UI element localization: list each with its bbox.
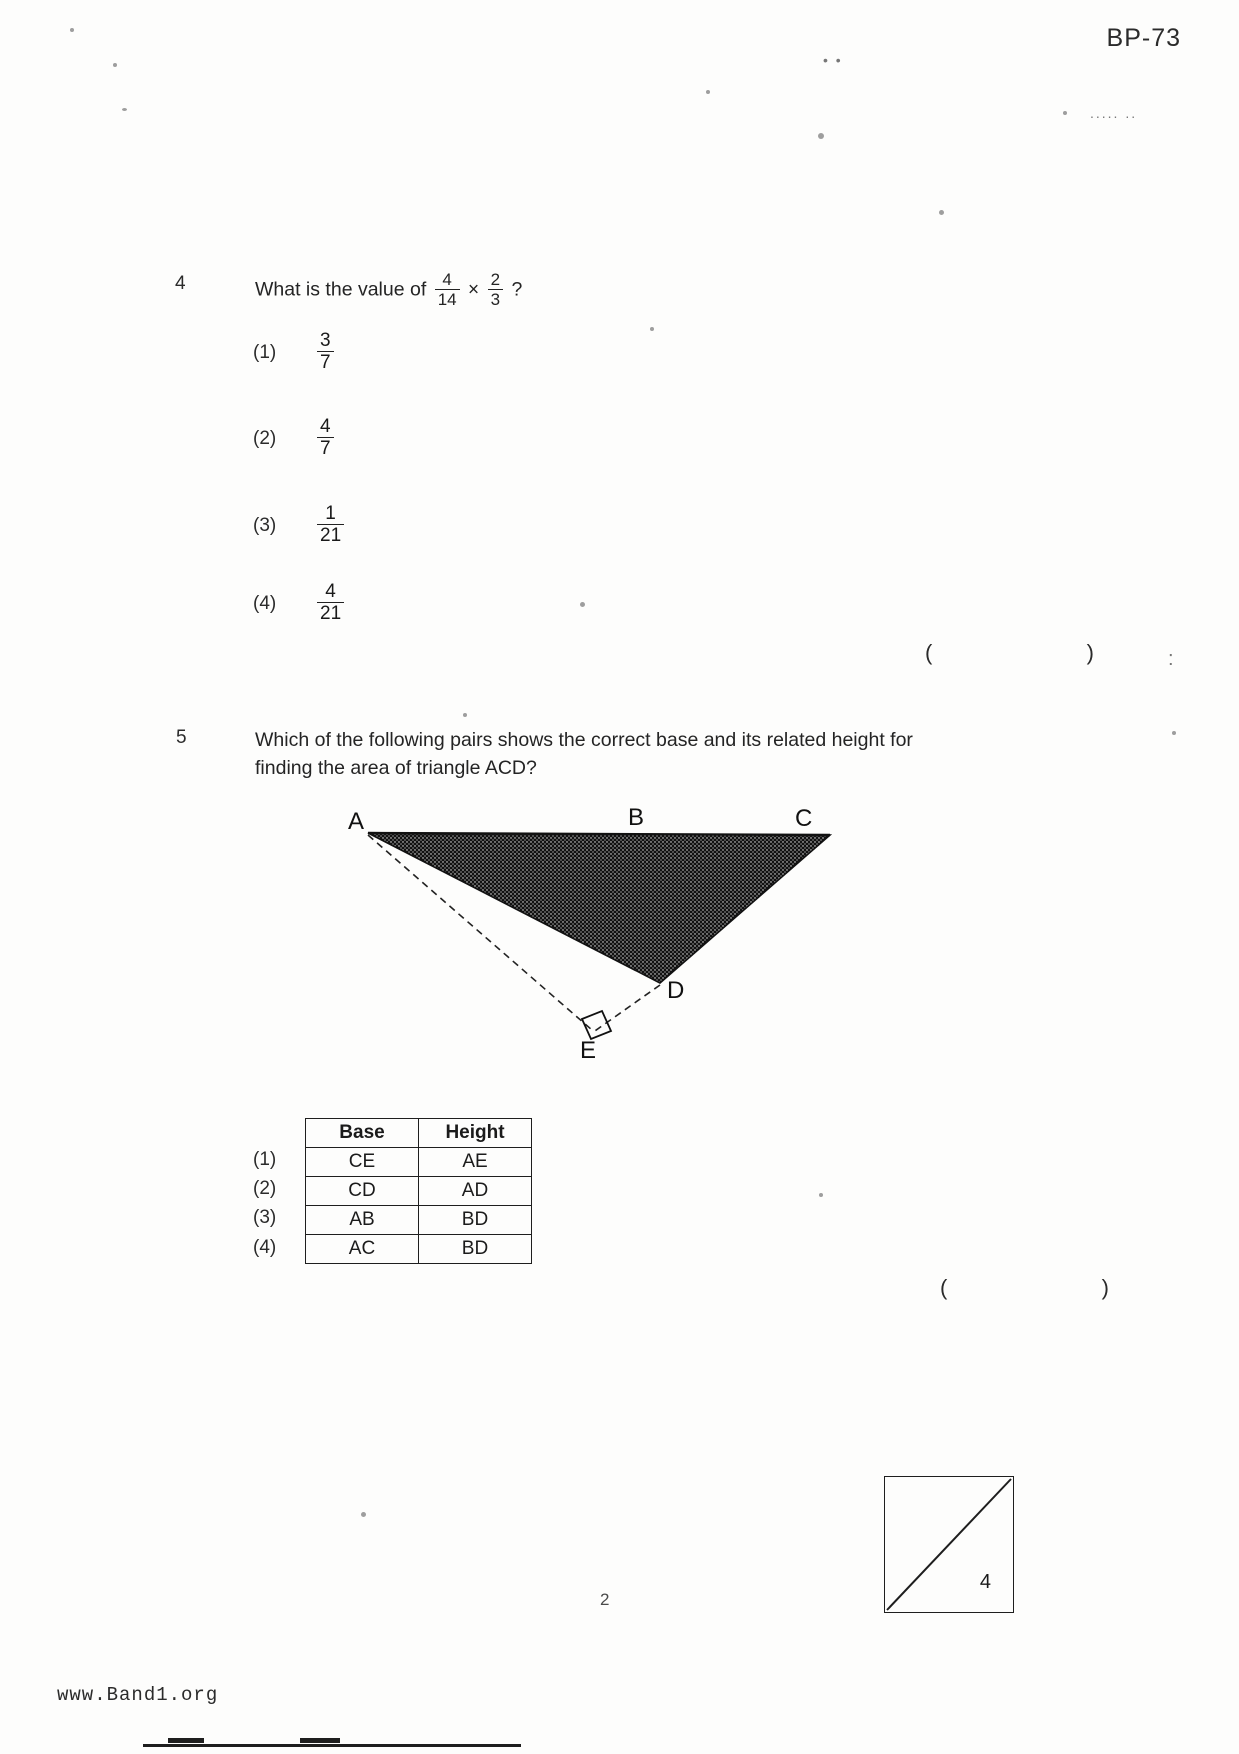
question-5-text bbox=[255, 726, 1015, 783]
page-number: 2 bbox=[600, 1590, 610, 1609]
option-row-3[interactable] bbox=[253, 505, 347, 546]
question-4-text bbox=[255, 272, 955, 309]
column-header-height: Height bbox=[419, 1119, 532, 1148]
base-height-table bbox=[305, 1118, 532, 1264]
fraction-denominator: 7 bbox=[317, 437, 334, 458]
option-label: (3) bbox=[253, 1207, 277, 1229]
footer-rule bbox=[143, 1744, 521, 1747]
scan-smudge: : bbox=[1168, 648, 1176, 670]
scan-speck bbox=[122, 108, 127, 111]
question-4-fraction-1 bbox=[435, 271, 460, 308]
option-label: (4) bbox=[253, 592, 277, 614]
scan-speck bbox=[1172, 731, 1176, 735]
fraction-numerator: 4 bbox=[442, 270, 452, 289]
question-5-line-1: Which of the following pairs shows the correct base and its related height for bbox=[255, 729, 913, 751]
table-option-labels bbox=[253, 1145, 276, 1262]
option-label: (2) bbox=[253, 1178, 277, 1200]
scan-speck bbox=[706, 90, 710, 94]
triangle-svg bbox=[330, 805, 890, 1060]
option-row-2[interactable] bbox=[253, 418, 337, 459]
question-4-suffix: ? bbox=[511, 278, 523, 301]
cell-height: AD bbox=[419, 1177, 532, 1206]
fraction-numerator: 4 bbox=[325, 581, 336, 602]
cell-base: AC bbox=[306, 1235, 419, 1264]
question-4-stem: What is the value of bbox=[255, 278, 427, 301]
option-label: (3) bbox=[253, 514, 277, 536]
scan-speck bbox=[361, 1512, 366, 1517]
option-value-fraction bbox=[317, 331, 334, 372]
corner-diagonal-line bbox=[885, 1477, 1013, 1612]
vertex-label-E: E bbox=[580, 1037, 597, 1064]
vertex-label-A: A bbox=[348, 808, 365, 835]
table-row[interactable] bbox=[306, 1177, 532, 1206]
option-row-1[interactable] bbox=[253, 332, 337, 373]
question-4-answer-box[interactable]: ( ) bbox=[925, 640, 1128, 665]
scan-speck bbox=[1063, 111, 1067, 115]
scan-speck bbox=[939, 210, 944, 215]
option-label: (1) bbox=[253, 1149, 277, 1170]
footer-mark-left bbox=[168, 1738, 204, 1743]
cell-base: CD bbox=[306, 1177, 419, 1206]
option-value-fraction bbox=[317, 417, 334, 458]
option-row-4[interactable] bbox=[253, 583, 347, 624]
scan-speck bbox=[113, 63, 117, 67]
question-4-fraction-2 bbox=[488, 271, 503, 308]
scan-smudge: ..... .. bbox=[1090, 105, 1138, 121]
question-5-number: 5 bbox=[176, 727, 187, 748]
vertex-label-C: C bbox=[795, 805, 813, 832]
paper-code: BP-73 bbox=[1106, 24, 1181, 52]
cell-height: AE bbox=[419, 1148, 532, 1177]
column-header-base: Base bbox=[306, 1119, 419, 1148]
cell-base: CE bbox=[306, 1148, 419, 1177]
multiplication-operator: × bbox=[468, 279, 480, 301]
vertex-label-D: D bbox=[667, 977, 685, 1004]
cell-height: BD bbox=[419, 1206, 532, 1235]
corner-mark-number: 4 bbox=[979, 1571, 991, 1593]
cell-base: AB bbox=[306, 1206, 419, 1235]
table-row[interactable] bbox=[306, 1235, 532, 1264]
cell-height: BD bbox=[419, 1235, 532, 1264]
scan-speck bbox=[580, 602, 585, 607]
fraction-denominator: 21 bbox=[317, 602, 344, 623]
question-5-answer-box[interactable]: ( ) bbox=[940, 1275, 1143, 1300]
option-label: (1) bbox=[253, 341, 277, 363]
option-label: (2) bbox=[253, 427, 277, 449]
fraction-denominator: 3 bbox=[488, 289, 503, 308]
fraction-denominator: 14 bbox=[435, 289, 460, 308]
question-5-line-2: finding the area of triangle ACD? bbox=[255, 757, 537, 780]
vertex-label-B: B bbox=[628, 804, 645, 831]
scan-smudge: • • bbox=[823, 52, 843, 68]
question-4-number: 4 bbox=[175, 273, 186, 294]
footer-website: www.Band1.org bbox=[57, 1684, 219, 1706]
fraction-numerator: 4 bbox=[320, 416, 331, 437]
fraction-numerator: 3 bbox=[320, 330, 331, 351]
fraction-numerator: 1 bbox=[325, 503, 336, 524]
table-row[interactable] bbox=[306, 1148, 532, 1177]
scan-speck bbox=[70, 28, 74, 32]
option-label: (4) bbox=[253, 1236, 277, 1258]
fraction-denominator: 7 bbox=[317, 351, 334, 372]
scan-speck bbox=[818, 133, 824, 139]
table-header-row bbox=[306, 1119, 532, 1148]
fraction-numerator: 2 bbox=[490, 270, 501, 289]
table-row[interactable] bbox=[306, 1206, 532, 1235]
footer-mark-right bbox=[300, 1738, 340, 1743]
fraction-denominator: 21 bbox=[317, 524, 344, 545]
scan-speck bbox=[650, 327, 654, 331]
option-value-fraction bbox=[317, 582, 344, 623]
option-value-fraction bbox=[317, 504, 344, 545]
scan-speck bbox=[463, 713, 467, 717]
scan-speck bbox=[819, 1193, 823, 1197]
corner-fold-mark bbox=[884, 1476, 1014, 1613]
triangle-figure bbox=[330, 804, 890, 1064]
